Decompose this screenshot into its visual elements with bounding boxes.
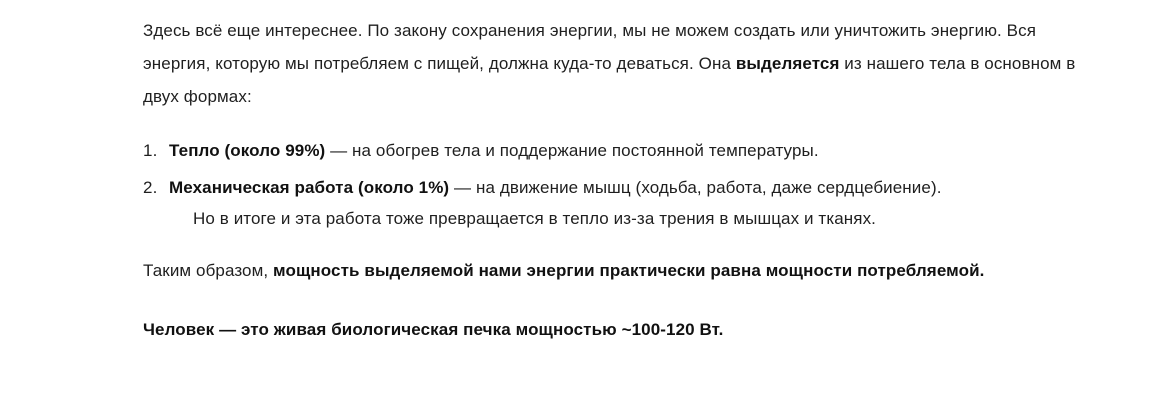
conclusion-prefix: Таким образом, <box>143 261 274 280</box>
conclusion-bold: мощность выделяемой нами энергии практически равна мощности потребляемой. <box>273 261 985 280</box>
list-item <box>143 172 1083 234</box>
list-item-rest: — на движение мышц (ходьба, работа, даже сердцебиение). <box>449 178 942 197</box>
list-item-rest: — на обогрев тела и поддержание постоянной температуры. <box>325 141 819 160</box>
conclusion-paragraph <box>143 254 1083 287</box>
list-item-sub-line: Но в итоге и эта работа тоже превращается в тепло из-за трения в мышцах и тканях. <box>193 209 877 228</box>
intro-paragraph <box>143 14 1083 113</box>
document-content <box>143 14 1083 346</box>
intro-text-bold: выделяется <box>735 54 840 73</box>
closing-statement <box>143 313 1083 346</box>
list-item-lead: Тепло (около 99%) <box>169 141 326 160</box>
spacer <box>143 305 1083 313</box>
energy-forms-list <box>143 135 1083 234</box>
list-item <box>143 135 1083 166</box>
closing-text: Человек — это живая биологическая печка мощностью ~100-120 Вт. <box>143 320 724 339</box>
intro-text-part-2: из нашего тела в основном в двух формах: <box>143 54 1076 106</box>
list-item-lead: Механическая работа (около 1%) <box>169 178 450 197</box>
intro-text-part-1: Здесь всё еще интереснее. По закону сохранения энергии, мы не можем создать или уничтожить энергию. Вся энергия, которую мы потребляем с пищей, должна куда-то деваться. Она <box>143 21 1037 73</box>
